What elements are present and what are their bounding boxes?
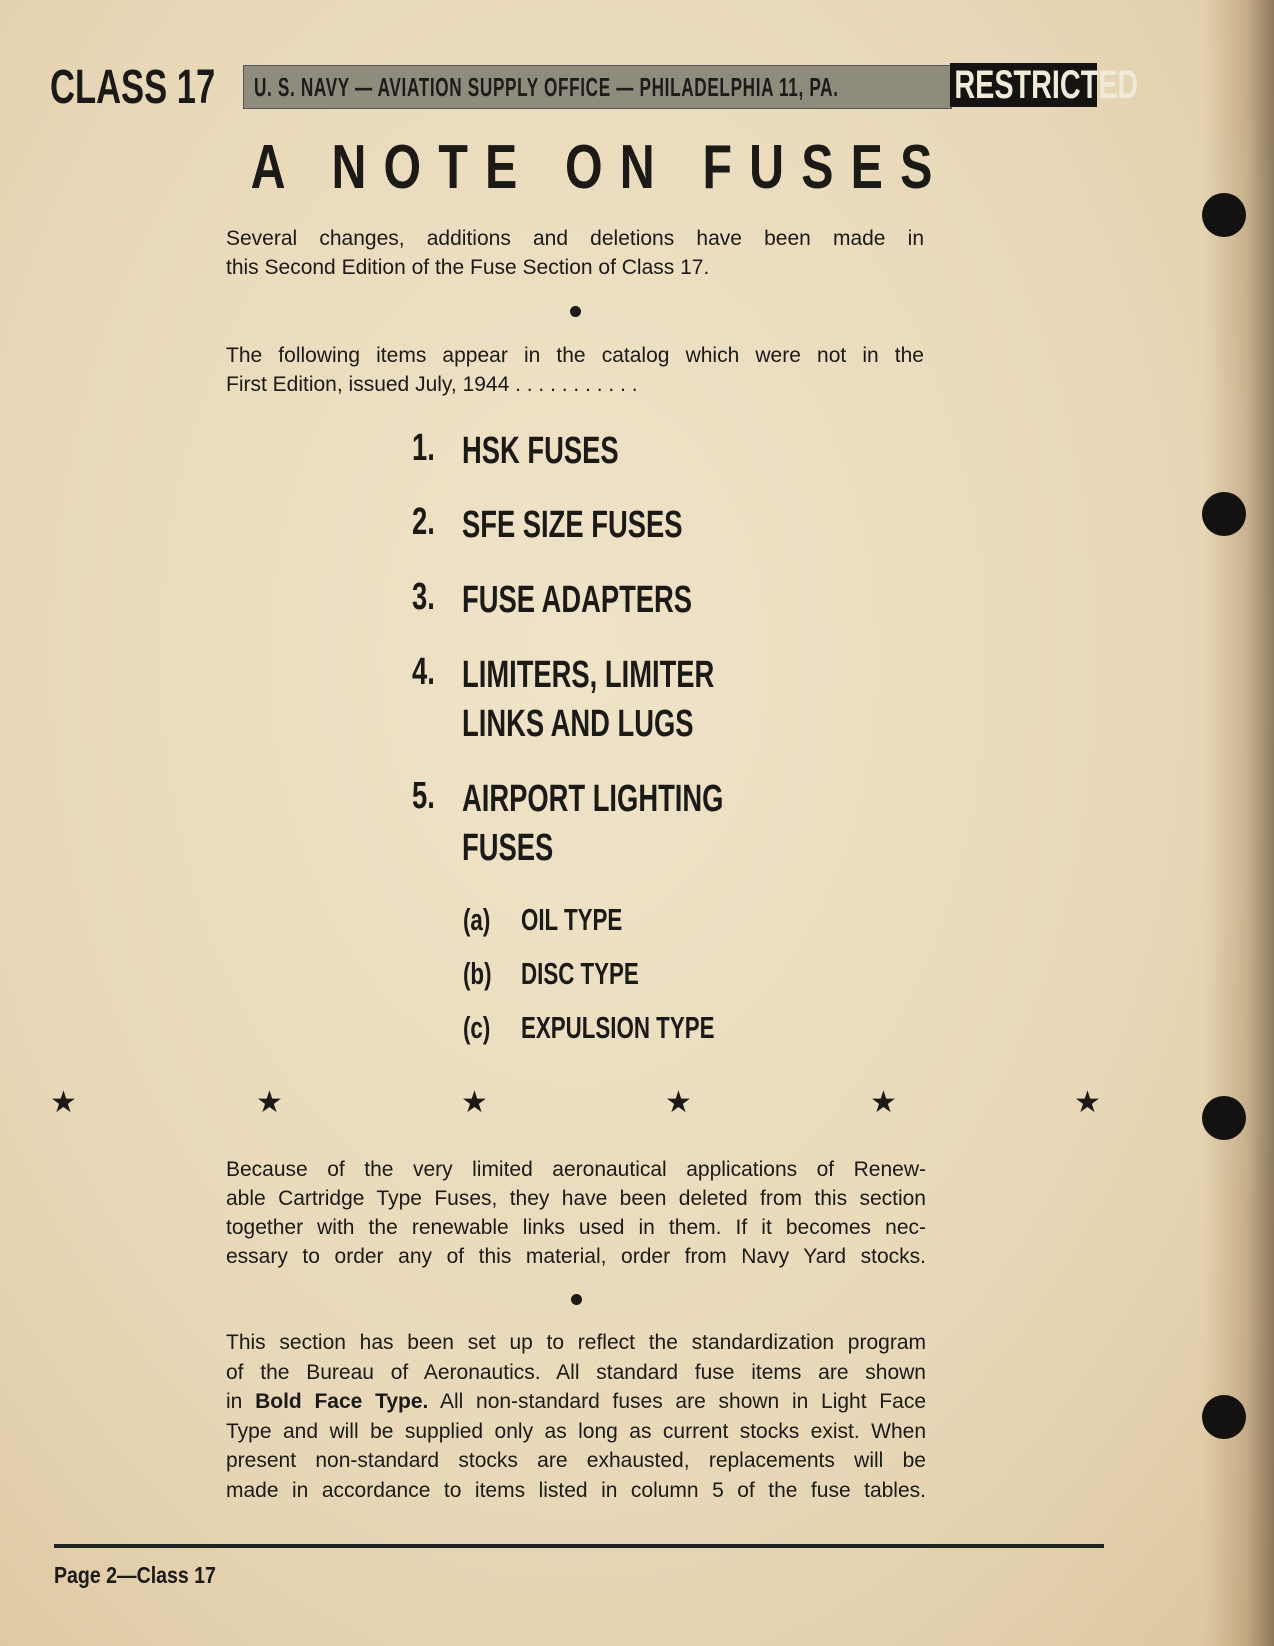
restricted-badge: RESTRICTED [950, 63, 1097, 107]
binder-hole [1202, 492, 1246, 536]
intro-paragraph [226, 224, 924, 282]
star-icon: ★ [665, 1086, 692, 1119]
text-line: present non-standard stocks are exhausted, replacements will be [226, 1449, 926, 1472]
text-line: Several changes, additions and deletions have been made in [226, 227, 924, 250]
text-line: First Edition, issued July, 1944 . . . . . . . . . . . [226, 373, 638, 396]
text-line: made in accordance to items listed in column 5 of the fuse tables. [226, 1478, 926, 1502]
binder-hole [1202, 1395, 1246, 1439]
page-title: A NOTE ON FUSES [250, 133, 950, 202]
page-footer: Page 2—Class 17 [54, 1562, 216, 1588]
binder-hole [1202, 1096, 1246, 1140]
deletion-paragraph [226, 1155, 926, 1271]
bold-face-example: Bold Face Type. [255, 1390, 429, 1413]
bullet-divider [571, 1294, 582, 1305]
office-banner [243, 65, 952, 109]
text-line: This section has been set up to reflect the standardization program [226, 1331, 926, 1354]
text-line: Type and will be supplied only as long as current stocks exist. When [226, 1419, 926, 1443]
text-line: The following items appear in the catalog which were not in the [226, 344, 924, 367]
text-line: this Second Edition of the Fuse Section of Class 17. [226, 256, 710, 279]
star-icon: ★ [870, 1086, 897, 1119]
footer-rule [54, 1544, 1104, 1548]
star-icon: ★ [50, 1086, 77, 1119]
text-line: of the Bureau of Aeronautics. All standard fuse items are shown [226, 1360, 926, 1384]
star-icon: ★ [1074, 1086, 1101, 1119]
star-icon: ★ [256, 1086, 283, 1119]
office-text: U. S. NAVY — AVIATION SUPPLY OFFICE — PHILADELPHIA 11, PA. [254, 72, 839, 102]
new-items-paragraph [226, 341, 924, 399]
binder-hole [1202, 193, 1246, 237]
star-icon: ★ [461, 1086, 488, 1119]
bullet-divider [570, 306, 581, 317]
text-line: able Cartridge Type Fuses, they have been deleted from this section [226, 1187, 926, 1210]
text-line: Because of the very limited aeronautical applications of Renew- [226, 1158, 926, 1181]
class-label: CLASS 17 [50, 61, 216, 114]
text-line: together with the renewable links used in them. If it becomes nec- [226, 1216, 926, 1239]
text-line: essary to order any of this material, order from Navy Yard stocks. [226, 1245, 926, 1268]
standardization-paragraph [226, 1328, 926, 1505]
text-line: in Bold Face Type. All non-standard fuses are shown in Light Face [226, 1390, 926, 1413]
